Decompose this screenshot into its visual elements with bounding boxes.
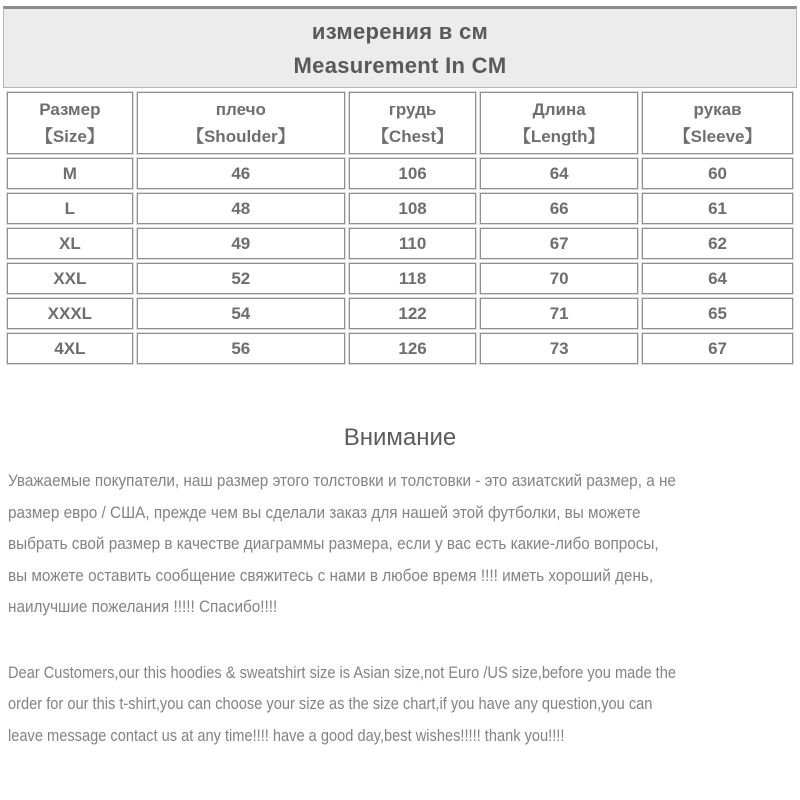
size-table bbox=[3, 88, 797, 368]
cell-length: 70 bbox=[480, 263, 638, 294]
text-line: размер евро / США, прежде чем вы сделали заказ для нашей этой футболки, вы можете bbox=[8, 502, 641, 522]
cell-shoulder: 49 bbox=[137, 228, 345, 259]
cell-chest: 106 bbox=[349, 158, 476, 189]
column-header-sleeve-ru: рукав bbox=[693, 100, 742, 119]
column-header-length-en: 【Length】 bbox=[513, 127, 605, 146]
cell-chest: 110 bbox=[349, 228, 476, 259]
cell-sleeve: 60 bbox=[642, 158, 793, 189]
column-header-shoulder-en: 【Shoulder】 bbox=[186, 127, 295, 146]
text-line: Уважаемые покупатели, наш размер этого толстовки и толстовки - это азиатский размер, а не bbox=[8, 471, 676, 490]
header-title-ru: измерения в см bbox=[311, 18, 489, 44]
cell-sleeve: 61 bbox=[642, 193, 793, 224]
cell-chest: 126 bbox=[349, 333, 476, 364]
cell-length: 64 bbox=[480, 158, 638, 189]
column-header-sleeve-en: 【Sleeve】 bbox=[673, 127, 762, 146]
size-chart-page bbox=[0, 6, 800, 800]
notice-heading: Внимание bbox=[343, 424, 457, 451]
table-row-xl bbox=[7, 228, 793, 259]
table-row-l bbox=[7, 193, 793, 224]
column-header-chest bbox=[349, 92, 476, 154]
text-line: наилучшие пожелания !!!!! Спасибо!!!! bbox=[8, 597, 278, 616]
cell-length: 73 bbox=[480, 333, 638, 364]
cell-shoulder: 56 bbox=[137, 333, 345, 364]
cell-sleeve: 62 bbox=[642, 228, 793, 259]
cell-length: 71 bbox=[480, 298, 638, 329]
header-title-en: Measurement In CM bbox=[293, 52, 507, 78]
text-line: order for our this t-shirt,you can choose your size as the size chart,if you have any question,you can bbox=[8, 694, 653, 713]
column-header-length-ru: Длина bbox=[532, 100, 586, 119]
cell-length: 67 bbox=[480, 228, 638, 259]
cell-shoulder: 46 bbox=[137, 158, 345, 189]
cell-size: XXL bbox=[7, 263, 133, 294]
notice-paragraph-ru bbox=[8, 465, 792, 623]
size-table-header-row bbox=[7, 92, 793, 154]
column-header-size-ru: Размер bbox=[39, 100, 101, 119]
cell-chest: 108 bbox=[349, 193, 476, 224]
cell-sleeve: 64 bbox=[642, 263, 793, 294]
cell-shoulder: 48 bbox=[137, 193, 345, 224]
column-header-length bbox=[480, 92, 638, 154]
column-header-chest-en: 【Chest】 bbox=[371, 127, 454, 146]
cell-size: XXXL bbox=[7, 298, 133, 329]
cell-size: L bbox=[7, 193, 133, 224]
cell-sleeve: 65 bbox=[642, 298, 793, 329]
measurement-header bbox=[3, 6, 797, 88]
cell-size: 4XL bbox=[7, 333, 133, 364]
text-line: leave message contact us at any time!!!! have a good day,best wishes!!!!! thank you!!!! bbox=[8, 725, 565, 745]
cell-size: XL bbox=[7, 228, 133, 259]
text-line: вы можете оставить сообщение свяжитесь с нами в любое время !!!! иметь хороший день, bbox=[8, 565, 654, 585]
table-row-xxl bbox=[7, 263, 793, 294]
notice-paragraph-en bbox=[8, 657, 792, 752]
cell-shoulder: 52 bbox=[137, 263, 345, 294]
column-header-shoulder-ru: плечо bbox=[215, 100, 266, 119]
column-header-size bbox=[7, 92, 133, 154]
text-line: выбрать свой размер в качестве диаграммы размера, если у вас есть какие-либо вопросы, bbox=[8, 534, 659, 553]
table-row-4xl bbox=[7, 333, 793, 364]
cell-chest: 118 bbox=[349, 263, 476, 294]
cell-length: 66 bbox=[480, 193, 638, 224]
cell-chest: 122 bbox=[349, 298, 476, 329]
cell-size: M bbox=[7, 158, 133, 189]
cell-shoulder: 54 bbox=[137, 298, 345, 329]
column-header-chest-ru: грудь bbox=[388, 100, 437, 119]
column-header-shoulder bbox=[137, 92, 345, 154]
table-row-m bbox=[7, 158, 793, 189]
table-row-xxxl bbox=[7, 298, 793, 329]
cell-sleeve: 67 bbox=[642, 333, 793, 364]
column-header-sleeve bbox=[642, 92, 793, 154]
text-line: Dear Customers,our this hoodies & sweatshirt size is Asian size,not Euro /US size,before you made the bbox=[8, 662, 676, 682]
column-header-size-en: 【Size】 bbox=[35, 127, 104, 146]
